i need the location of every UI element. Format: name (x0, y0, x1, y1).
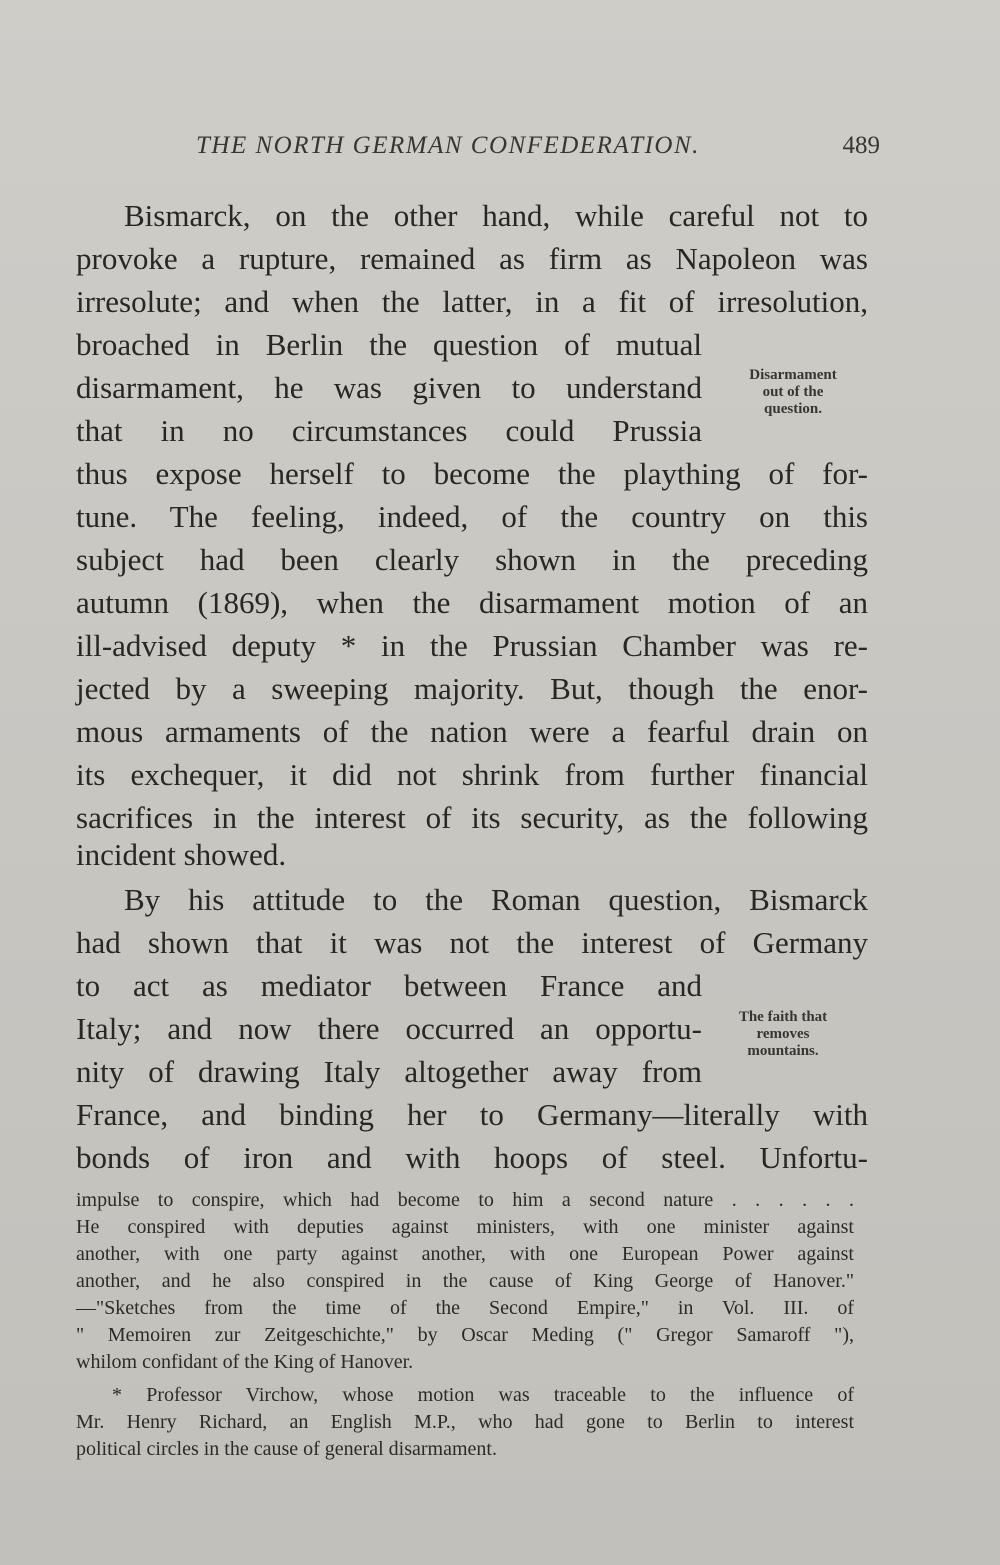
margin-note-line: question. (764, 401, 822, 417)
body-line: Italy; and now there occurred an opportu- (76, 1011, 702, 1046)
body-line: had shown that it was not the interest of Germany (76, 925, 868, 960)
body-line: irresolute; and when the latter, in a fit of irresolution, (76, 284, 868, 319)
margin-note-line: out of the (762, 384, 824, 400)
body-line: tune. The feeling, indeed, of the country on this (76, 499, 868, 534)
body-line: Bismarck, on the other hand, while careful not to (124, 198, 868, 233)
margin-note-line: mountains. (747, 1043, 819, 1059)
body-line: incident showed. (76, 837, 287, 872)
footnote-line: —"Sketches from the time of the Second Empire," in Vol. III. of (76, 1297, 854, 1319)
body-line: disarmament, he was given to understand (76, 370, 702, 405)
running-title: THE NORTH GERMAN CONFEDERATION. (196, 132, 700, 159)
page-number: 489 (842, 132, 880, 159)
body-line: mous armaments of the nation were a fearful drain on (76, 714, 868, 749)
page-header (196, 132, 880, 172)
margin-note-faith (708, 1009, 858, 1060)
footnote-line: whilom confidant of the King of Hanover. (76, 1351, 414, 1373)
body-line: thus expose herself to become the plaything of for- (76, 456, 868, 491)
body-line: subject had been clearly shown in the preceding (76, 542, 868, 577)
margin-note-line: The faith that (738, 1009, 828, 1025)
footnote-line: He conspired with deputies against ministers, with one minister against (76, 1216, 854, 1238)
footnote-line: impulse to conspire, which had become to him a second nature . . . . . . (76, 1189, 854, 1211)
body-line: its exchequer, it did not shrink from further financial (76, 757, 868, 792)
margin-note-line: removes (756, 1026, 810, 1042)
footnote-line: Mr. Henry Richard, an English M.P., who had gone to Berlin to interest (76, 1411, 854, 1433)
footnote-line: another, and he also conspired in the cause of King George of Hanover." (76, 1270, 854, 1292)
body-line: autumn (1869), when the disarmament motion of an (76, 585, 868, 620)
margin-note-line: Disarmament (749, 367, 837, 383)
body-line: sacrifices in the interest of its security, as the following (76, 800, 868, 835)
body-line: nity of drawing Italy altogether away from (76, 1054, 702, 1089)
body-line: jected by a sweeping majority. But, though the enor- (76, 671, 868, 706)
body-line: By his attitude to the Roman question, Bismarck (124, 882, 868, 917)
body-line: broached in Berlin the question of mutual (76, 327, 702, 362)
body-line: that in no circumstances could Prussia (76, 413, 702, 448)
footnote-line: political circles in the cause of general disarmament. (76, 1438, 497, 1460)
body-line: France, and binding her to Germany—literally with (76, 1097, 868, 1132)
footnote-line: another, with one party against another, with one European Power against (76, 1243, 854, 1265)
body-line: to act as mediator between France and (76, 968, 702, 1003)
body-line: ill-advised deputy * in the Prussian Chamber was re- (76, 628, 868, 663)
body-line: bonds of iron and with hoops of steel. Unfortu- (76, 1140, 868, 1175)
footnote-line: * Professor Virchow, whose motion was traceable to the influence of (112, 1384, 854, 1406)
body-line: provoke a rupture, remained as firm as Napoleon was (76, 241, 868, 276)
margin-note-disarmament (718, 367, 868, 418)
footnote-line: " Memoiren zur Zeitgeschichte," by Oscar Meding (" Gregor Samaroff "), (76, 1324, 854, 1346)
